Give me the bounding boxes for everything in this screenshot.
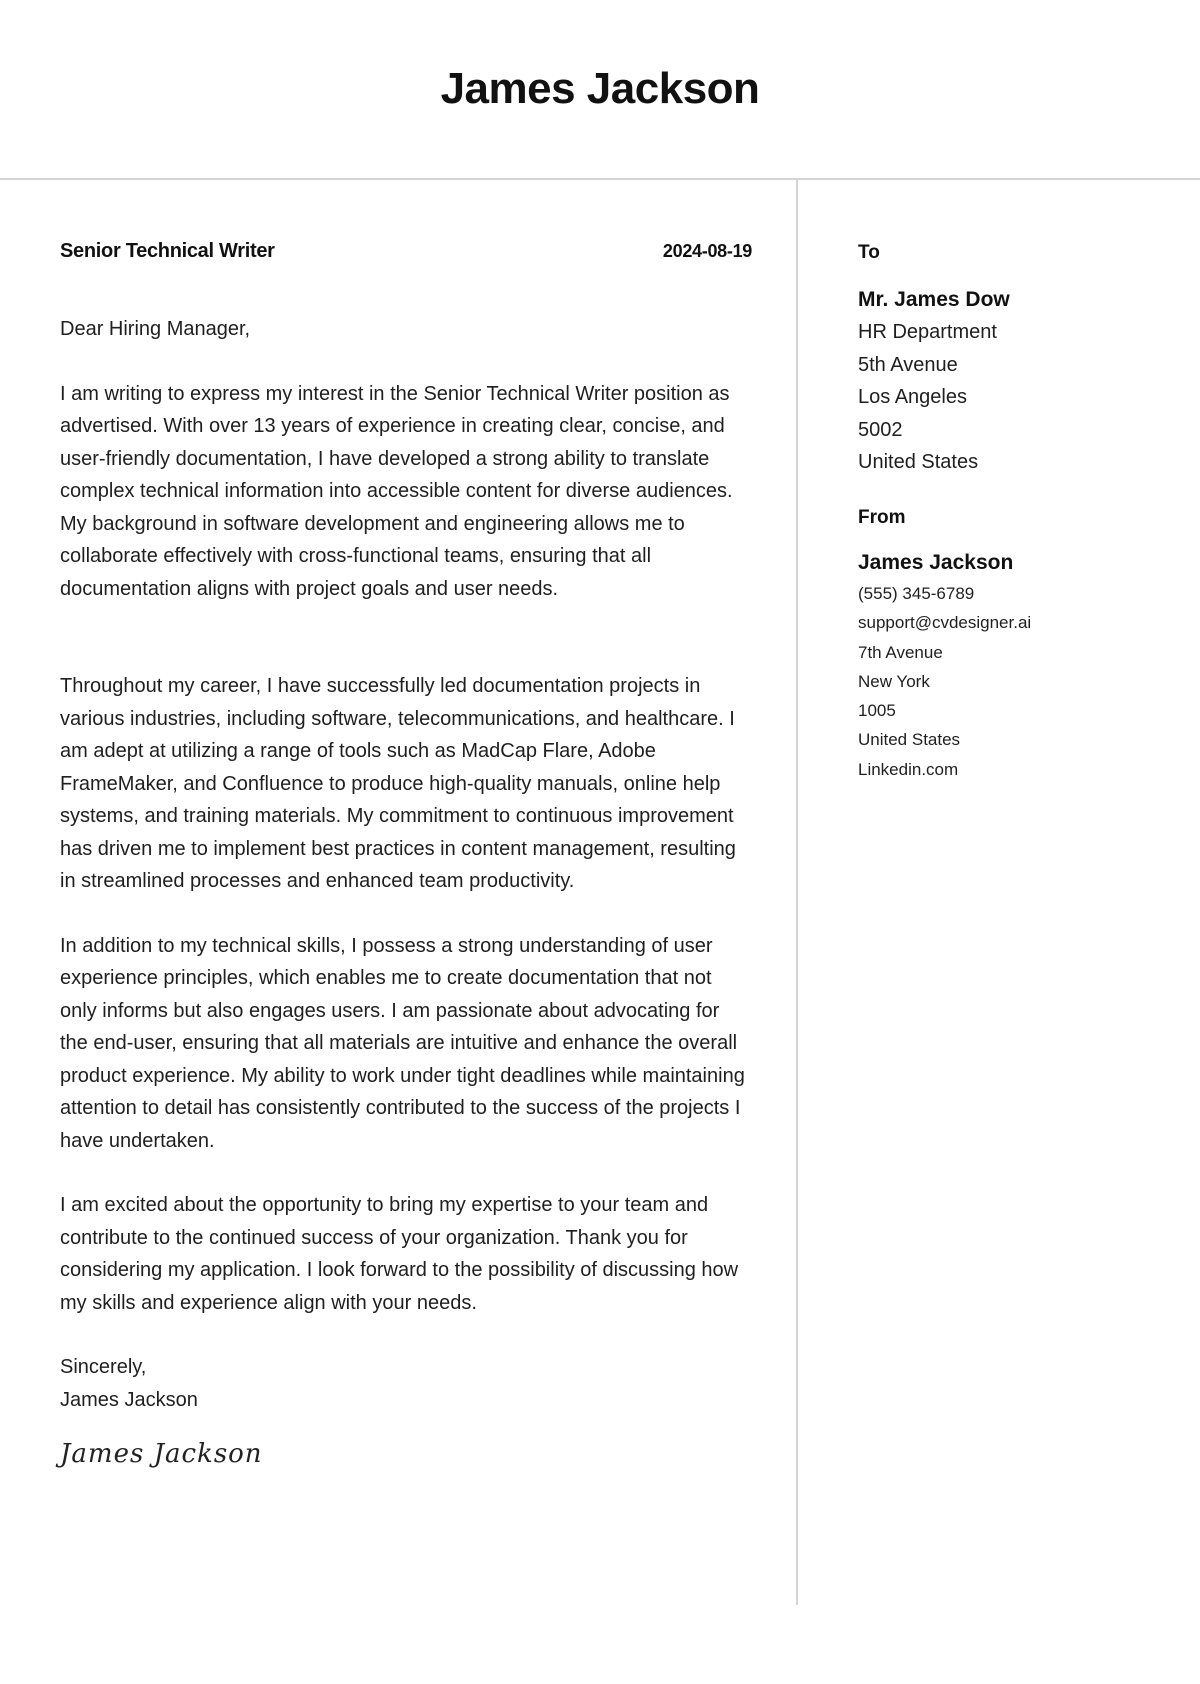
closing: Sincerely, [60,1356,147,1378]
sender-country: United States [858,730,961,750]
recipient-line: Los Angeles [858,386,967,409]
sender-name: James Jackson [858,550,1014,574]
sender-email: support@cvdesigner.ai [858,613,1032,633]
signature: James Jackson [60,1439,263,1469]
letter-date: 2024-08-19 [662,241,752,261]
letter-header [0,0,1200,180]
recipient-line: United States [858,451,979,474]
paragraph: I am excited about the opportunity to bring my expertise to your team and contribute to the continued success of your organization. Thank you for considering my application. I look forward to the possibility of discussing how my skills and experience align with your needs. [60,1194,739,1314]
sender-street: 7th Avenue [858,642,943,662]
from-label: From [858,506,906,528]
sender-website: Linkedin.com [858,759,959,779]
greeting: Dear Hiring Manager, [60,318,251,340]
recipient-line: HR Department [858,321,997,343]
sender-phone: (555) 345-6789 [858,583,975,603]
paragraph: I am writing to express my interest in the Senior Technical Writer position as advertised. With over 13 years of experience in creating clear, concise, and user-friendly documentation, I have developed a strong ability to translate complex technical information into accessible content for diverse audiences. My background in software development and engineering allows me to collaborate effectively with cross-functional teams, ensuring that all documentation aligns with project goals and user needs. [60,382,733,600]
recipient-line: 5002 [858,418,903,441]
to-label: To [858,242,880,263]
address-sidebar [858,242,1178,784]
applicant-name: James Jackson [440,64,760,113]
sender-city: New York [858,671,930,691]
recipient-line: 5th Avenue [858,353,958,376]
job-title: Senior Technical Writer [60,240,275,262]
recipient-name: Mr. James Dow [858,288,1010,311]
sender-zip: 1005 [858,701,896,721]
paragraph: Throughout my career, I have successfully led documentation projects in various industries, including software, telecommunications, and healthcare. I am adept at utilizing a range of tools such as MadCap Flare, Adobe FrameMaker, and Confluence to produce high-quality manuals, online help systems, and training materials. My commitment to continuous improvement has driven me to implement best practices in content management, resulting in streamlined processes and enhanced team productivity. [60,675,736,892]
closing-block [60,1351,752,1417]
paragraph: In addition to my technical skills, I possess a strong understanding of user experience principles, which enables me to create documentation that not only informs but also engages users. I am passionate about advocating for the end-user, ensuring that all materials are intuitive and enhance the overall product experience. My ability to work under tight deadlines while maintaining attention to detail has consistently contributed to the success of the projects I have undertaken. [60,934,745,1152]
letter-body [60,240,752,1469]
signer-name: James Jackson [60,1389,198,1411]
column-divider [796,180,798,1605]
